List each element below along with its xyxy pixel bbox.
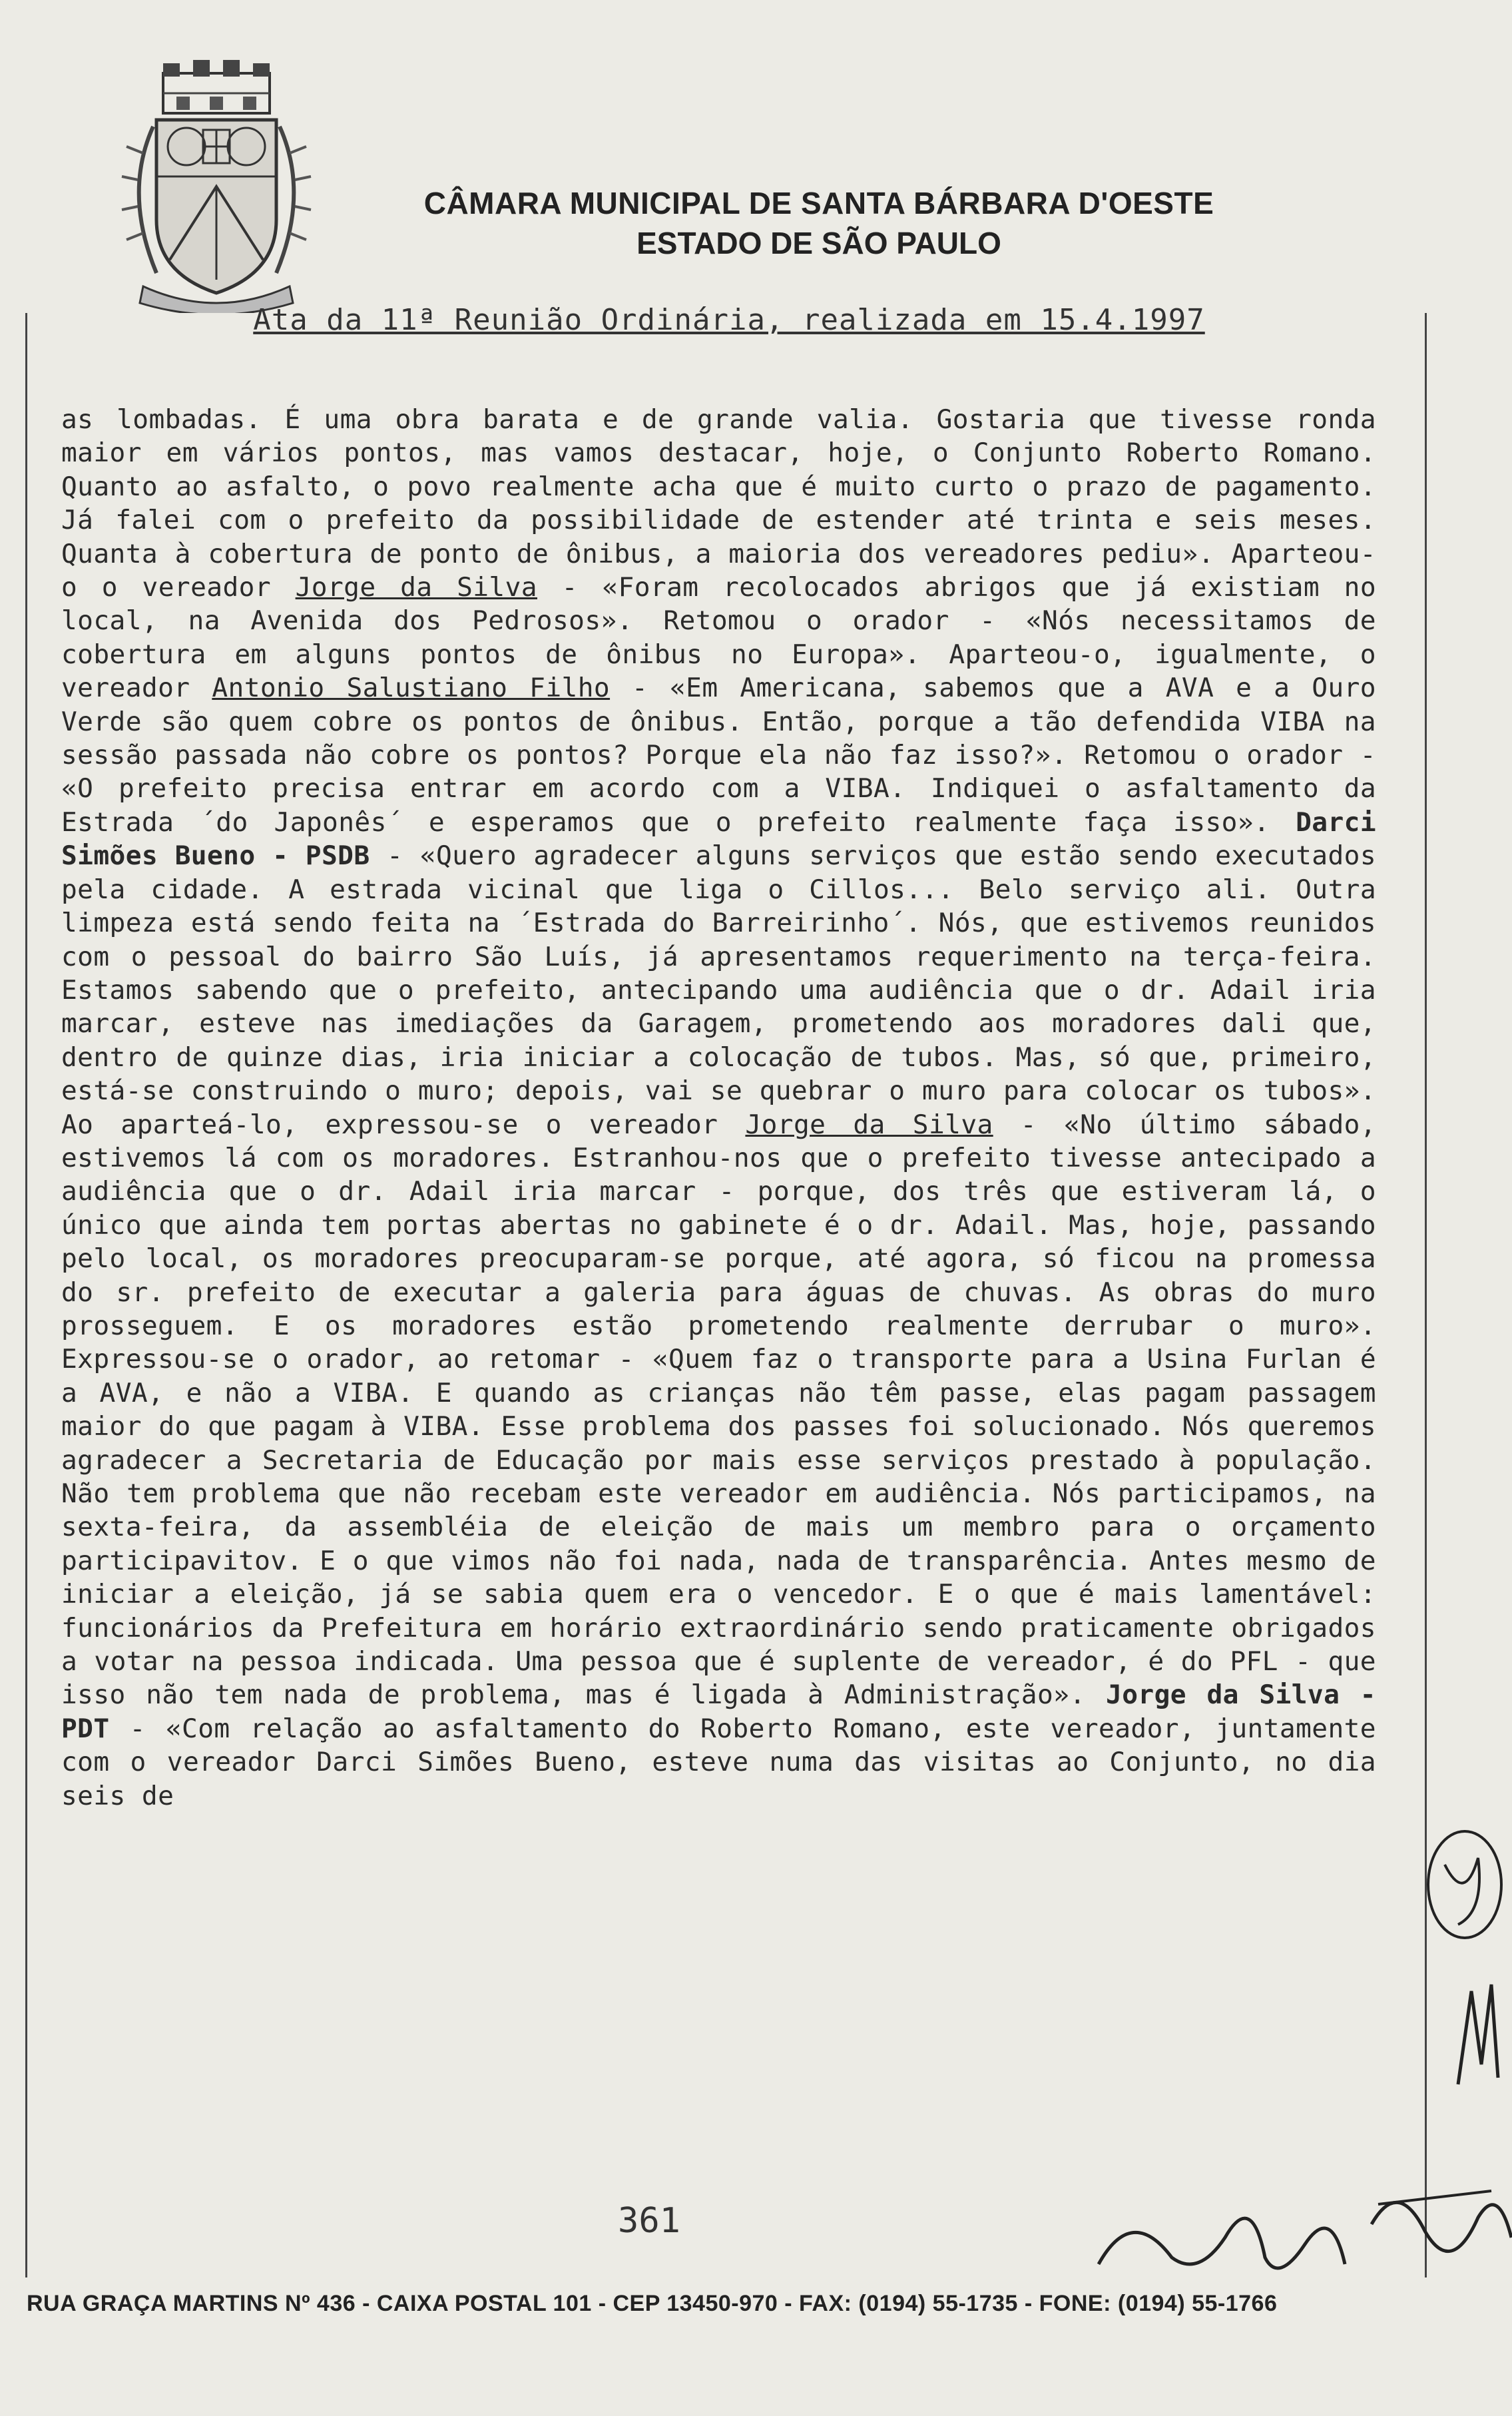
handwritten-signature-icon <box>1092 2164 1512 2291</box>
body-segment: - «Quero agradecer alguns serviços que estão sendo executados pela cidade. A estrada vicinal que liga o Cillos... Belo serviço ali. Outra limpeza está sendo feita na ´Estrada do Barreirinho´. Nós, que estivemos reunidos com o pessoal do bairro São Luís, já apresentamos requerimento na terça-feira. Estamos sabendo que o prefeito, antecipando uma audiência que o dr. Adail iria marcar, esteve nas imediações da Garagem, prometendo aos moradores dali que, dentro de quinze dias, iria iniciar a colocação de tubos. Mas, só que, primeiro, está-se construindo o muro; depois, vai se quebrar o muro para colocar os tubos». Ao aparteá-lo, expressou-se o vereador <box>61 840 1376 1140</box>
header-line-1: CÂMARA MUNICIPAL DE SANTA BÁRBARA D'OESTE <box>423 186 1214 220</box>
handwritten-signature-icon <box>1445 1964 1511 2098</box>
address-footer: RUA GRAÇA MARTINS Nº 436 - CAIXA POSTAL 101 - CEP 13450-970 - FAX: (0194) 55-1735 - FONE: (0194) 55-1766 <box>27 2291 1278 2316</box>
body-segment: - «Com relação ao asfaltamento do Roberto Romano, este vereador, juntamente com o vereador Darci Simões Bueno, esteve numa das visitas ao Conjunto, no dia seis de <box>61 1713 1376 1811</box>
handwritten-signature-icon <box>1418 1825 1511 1945</box>
header-line-2: ESTADO DE SÃO PAULO <box>636 226 1001 260</box>
municipal-coat-of-arms-icon <box>117 60 316 313</box>
body-segment: - «Em Americana, sabemos que a AVA e a Ouro Verde são quem cobre os pontos de ônibus. Então, porque a tão defendida VIBA na sessão passada não cobre os pontos? Porque ela não faz isso?». Retomou o orador - «O prefeito precisa entrar em acordo com a VIBA. Indiquei o asfaltamento da Estrada ´do Japonês´ e esperamos que o prefeito realmente faça isso». <box>61 673 1376 838</box>
minutes-title: Ata da 11ª Reunião Ordinária, realizada em 15.4.1997 <box>253 303 1205 337</box>
speaker-heading: Jorge da Silva - PDT <box>61 1679 1376 1744</box>
speaker-name: Jorge da Silva <box>745 1109 993 1140</box>
body-segment: as lombadas. É uma obra barata e de grande valia. Gostaria que tivesse ronda maior em vários pontos, mas vamos destacar, hoje, o Conjunto Roberto Romano. Quanto ao asfalto, o povo realmente acha que é muito curto o prazo de pagamento. Já falei com o prefeito da possibilidade de estender até trinta e seis meses. Quanta à cobertura de ponto de ônibus, a maioria dos vereadores pediu». Aparteou-o o vereador <box>61 404 1376 603</box>
page-number: 361 <box>618 2201 680 2241</box>
right-margin-rule <box>1425 313 1427 2277</box>
minutes-paragraph <box>61 403 1376 1813</box>
institution-header <box>320 185 1318 261</box>
speaker-name: Antonio Salustiano Filho <box>212 673 611 704</box>
body-segment: - «Foram recolocados abrigos que já existiam no local, na Avenida dos Pedrosos». Retomou o orador - «Nós necessitamos de cobertura em alguns pontos de ônibus no Europa». Aparteou-o, igualmente, o vereador <box>61 572 1376 704</box>
left-margin-rule <box>25 313 27 2277</box>
speaker-name: Jorge da Silva <box>295 572 537 603</box>
speaker-heading: Darci Simões Bueno - PSDB <box>61 806 1376 872</box>
body-segment: - «No último sábado, estivemos lá com os moradores. Estranhou-nos que o prefeito tivesse antecipado a audiência que o dr. Adail iria marcar - porque, dos três que estiveram lá, o único que ainda tem portas abertas no gabinete é o dr. Adail. Mas, hoje, passando pelo local, os moradores preocuparam-se porque, até agora, só ficou na promessa do sr. prefeito de executar a galeria para águas de chuvas. As obras do muro prosseguem. E os moradores estão prometendo realmente derrubar o muro». Expressou-se o orador, ao retomar - «Quem faz o transporte para a Usina Furlan é a AVA, e não a VIBA. E quando as crianças não têm passe, elas pagam passagem maior do que pagam à VIBA. Esse problema dos passes foi solucionado. Nós queremos agradecer a Secretaria de Educação por mais esse serviços prestado à população. Não tem problema que não recebam este vereador em audiência. Nós participamos, na sexta-feira, da assembléia de eleição de mais um membro para o orçamento participavitov. E o que vimos não foi nada, nada de transparência. Antes mesmo de iniciar a eleição, já se sabia quem era o vencedor. E o que é mais lamentável: funcionários da Prefeitura em horário extraordinário sendo praticamente obrigados a votar na pessoa indicada. Uma pessoa que é suplente de vereador, é do PFL - que isso não tem nada de problema, mas é ligada à Administração». <box>61 1109 1376 1711</box>
minutes-body <box>61 403 1376 1813</box>
